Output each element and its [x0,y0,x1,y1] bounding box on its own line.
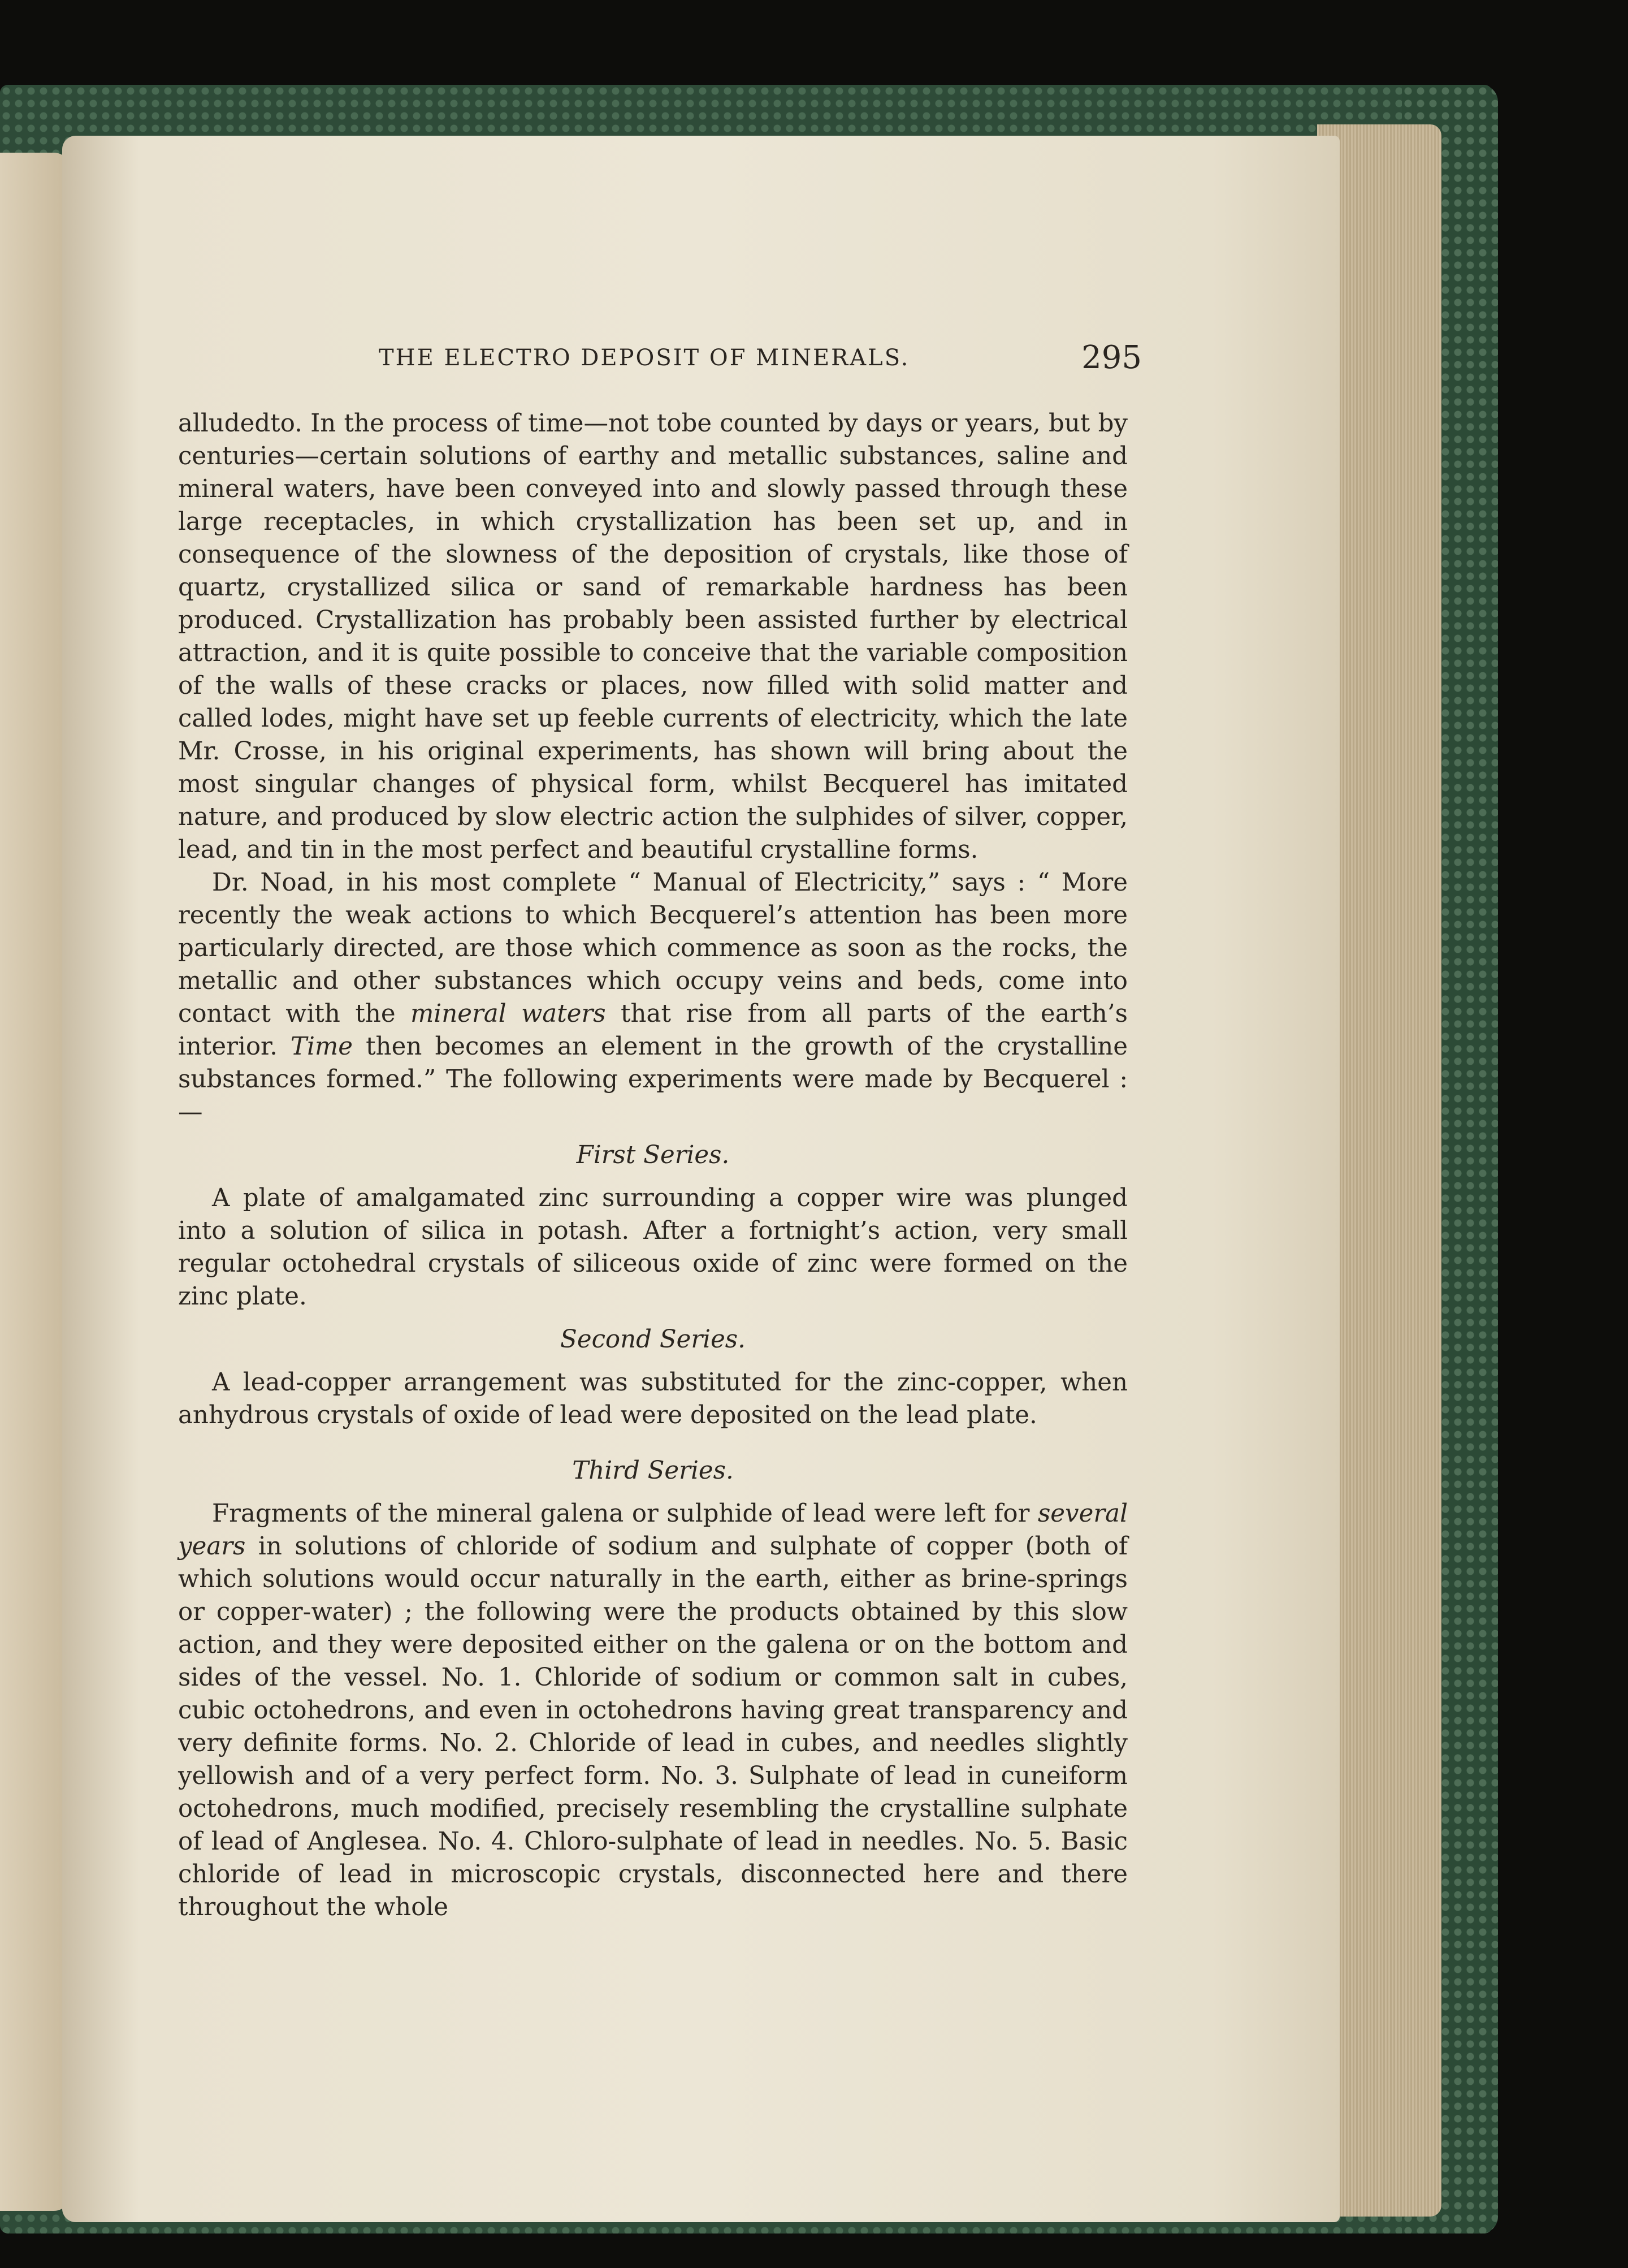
text-run: in solutions of chloride of sodium and sulphate of copper (both of which solutions would occur naturally in the earth, either as brine-springs or copper-water) ; the following were the products obtained by this slow action, and they were deposited either on the galena or on the bottom and sides of the vessel. No. 1. Chloride of sodium or common salt in cubes, cubic octohedrons, and even in octohedrons having great transparency and very definite forms. No. 2. Chloride of lead in cubes, and needles slightly yellowish and of a very perfect form. No. 3. Sulphate of lead in cuneiform octohedrons, much modified, precisely resembling the crystalline sulphate of lead of Anglesea. No. 4. Chloro-sulphate of lead in needles. No. 5. Basic chloride of lead in microscopic crystals, disconnected here and there throughout the whole [178,1532,1128,1921]
running-head-title: THE ELECTRO DEPOSIT OF MINERALS. [379,345,910,371]
text-run: Fragments of the mineral galena or sulphide of lead were left for [212,1500,1038,1528]
text-run: Dr. Noad, in his most complete “ Manual of Electricity,” says : “ More recently the weak actions to which Becquerel’s attention has been more particularly directed, are those which commence as soon as the rocks, the metallic and other substances which occupy veins and beds, come into contact with the [178,869,1128,1028]
paragraph [178,1497,1128,1924]
running-head [181,339,1142,385]
section-heading: First Series. [576,1141,730,1169]
emphasis-text: mineral waters [410,1000,606,1028]
paragraph-quote [178,866,1128,1129]
left-page-edge [0,153,71,2211]
paragraph: A lead-copper arrangement was substituted for the zinc-copper, when anhydrous crystals of oxide of lead were deposited on the lead plate. [178,1368,1128,1429]
paragraph: A plate of amalgamated zinc surrounding a copper wire was plunged into a solution of silica in potash. After a fortnight’s action, very small regular octohedral crystals of siliceous oxide of zinc were formed on the zinc plate. [178,1184,1128,1311]
emphasis-text: Time [291,1033,353,1061]
section-heading: Third Series. [572,1457,734,1485]
body-text [178,407,1128,1924]
page-number: 295 [1081,339,1142,376]
text-run: then becomes an element in the growth of the crystalline substances formed.” The following experiments were made by Becquerel :— [178,1033,1128,1126]
emphasis-text: several years [178,1500,1128,1561]
paragraph: alludedto. In the process of time—not tobe counted by days or years, but by centuries—certain solutions of earthy and metallic substances, saline and mineral waters, have been conveyed into and slowly passed through these large receptacles, in which crystallization has been set up, and in consequence of the slowness of the deposition of crystals, like those of quartz, crystallized silica or sand of remarkable hardness has been produced. Crystallization has probably been assisted further by electrical attraction, and it is quite possible to conceive that the variable composition of the walls of these cracks or places, now filled with solid matter and called lodes, might have set up feeble currents of electricity, which the late Mr. Crosse, in his original experiments, has shown will bring about the most singular changes of physical form, whilst Becquerel has imitated nature, and produced by slow electric action the sulphides of silver, copper, lead, and tin in the most perfect and beautiful crystalline forms. [178,409,1128,864]
section-heading: Second Series. [560,1325,746,1354]
text-run: that rise from all parts of the earth’s interior. [178,1000,1128,1061]
